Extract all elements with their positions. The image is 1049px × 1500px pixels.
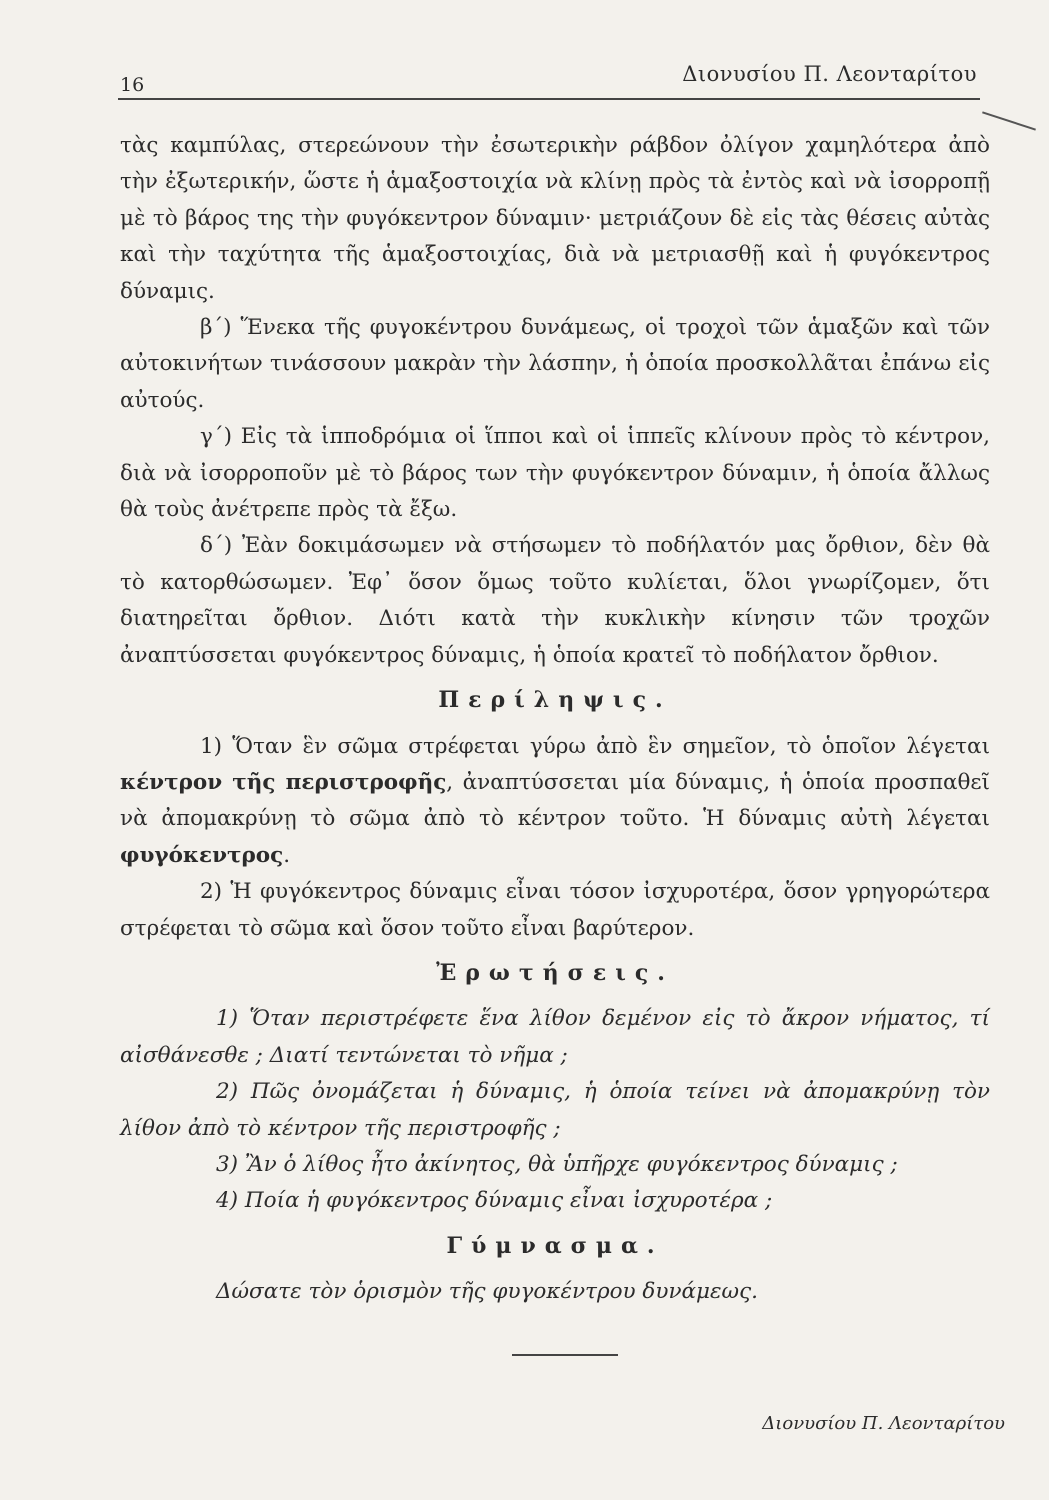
footer-author: Διονυσίου Π. Λεονταρίτου xyxy=(762,1413,1005,1434)
paragraph-gamma: γ΄) Εἰς τὰ ἱπποδρόμια οἱ ἵπποι καὶ οἱ ἱππεῖς κλίνουν πρὸς τὸ κέντρον, διὰ νὰ ἰσορροποῦν μὲ τὸ βάρος των τὴν φυγόκεντρον δύναμιν, ἡ ὁποία ἄλλως θὰ τοὺς ἀνέτρεπε πρὸς τὰ ἔξω. xyxy=(120,424,990,523)
margin-pen-mark xyxy=(982,111,1036,130)
closing-rule xyxy=(512,1354,618,1356)
exercise-task: Δώσατε τὸν ὁρισμὸν τῆς φυγοκέντρου δυνάμεως. xyxy=(216,1279,758,1305)
summary-item-1-start: 1) Ὅταν ἓν σῶμα στρέφεται γύρω ἀπὸ ἓν σημεῖον, τὸ ὁποῖον λέγεται xyxy=(200,733,990,759)
summary-item-1-end: . xyxy=(283,842,291,868)
summary-heading: Περίληψις. xyxy=(438,687,672,714)
running-header-author: Διονυσίου Π. Λεονταρίτου xyxy=(682,62,977,86)
page-body xyxy=(120,128,990,1311)
question-2: 2) Πῶς ὀνομάζεται ἡ δύναμις, ἡ ὁποία τείνει νὰ ἀπομακρύνῃ τὸν λίθον ἀπὸ τὸ κέντρον τῆς περιστροφῆς ; xyxy=(120,1079,990,1141)
term-center-of-rotation: κέντρον τῆς περιστροφῆς xyxy=(120,769,447,795)
question-4: 4) Ποία ἡ φυγόκεντρος δύναμις εἶναι ἰσχυροτέρα ; xyxy=(216,1188,773,1214)
exercise-heading: Γύμνασμα. xyxy=(446,1232,664,1259)
summary-item-2: 2) Ἡ φυγόκεντρος δύναμις εἶναι τόσον ἰσχυροτέρα, ὅσον γρηγορώτερα στρέφεται τὸ σῶμα καὶ ὅσον τοῦτο εἶναι βαρύτερον. xyxy=(120,879,990,941)
question-3: 3) Ἂν ὁ λίθος ἦτο ἀκίνητος, θὰ ὑπῆρχε φυγόκεντρος δύναμις ; xyxy=(216,1151,898,1177)
summary-item-1-mid: , ἀναπτύσσεται μία δύναμις, ἡ ὁποία προσπαθεῖ νὰ ἀπομακρύνῃ τὸ σῶμα ἀπὸ τὸ κέντρον τοῦτο. Ἡ δύναμις αὐτὴ λέγεται xyxy=(120,769,990,832)
term-centrifugal: φυγόκεντρος xyxy=(120,842,284,868)
paragraph-delta: δ΄) Ἐὰν δοκιμάσωμεν νὰ στήσωμεν τὸ ποδήλατόν μας ὄρθιον, δὲν θὰ τὸ κατορθώσωμεν. Ἐφ᾽ ὅσον ὅμως τοῦτο κυλίεται, ὅλοι γνωρίζομεν, ὅτι διατηρεῖται ὄρθιον. Διότι κατὰ τὴν κυκλικὴν κίνησιν τῶν τροχῶν ἀναπτύσσεται φυγόκεντρος δύναμις, ἡ ὁποία κρατεῖ τὸ ποδήλατον ὄρθιον. xyxy=(120,533,990,668)
paragraph-continuation: τὰς καμπύλας, στερεώνουν τὴν ἐσωτερικὴν ράβδον ὀλίγον χαμηλότερα ἀπὸ τὴν ἐξωτερικήν, ὥστε ἡ ἁμαξοστοιχία νὰ κλίνῃ πρὸς τὰ ἐντὸς καὶ νὰ ἰσορροπῇ μὲ τὸ βάρος της τὴν φυγόκεντρον δύναμιν· μετριάζουν δὲ εἰς τὰς θέσεις αὐτὰς καὶ τὴν ταχύτητα τῆς ἁμαξοστοιχίας, διὰ νὰ μετριασθῇ καὶ ἡ φυγόκεντρος δύναμις. xyxy=(120,133,990,304)
paragraph-beta: β΄) Ἕνεκα τῆς φυγοκέντρου δυνάμεως, οἱ τροχοὶ τῶν ἁμαξῶν καὶ τῶν αὐτοκινήτων τινάσσουν μακρὰν τὴν λάσπην, ἡ ὁποία προσκολλᾶται ἐπάνω εἰς αὐτούς. xyxy=(120,315,990,413)
header-rule xyxy=(118,98,980,100)
question-1: 1) Ὅταν περιστρέφετε ἕνα λίθον δεμένον εἰς τὸ ἄκρον νήματος, τί αἰσθάνεσθε ; Διατί τεντώνεται τὸ νῆμα ; xyxy=(120,1006,990,1068)
summary-item-1 xyxy=(120,729,990,875)
questions-heading: Ἐρωτήσεις. xyxy=(436,959,674,986)
page-number: 16 xyxy=(120,74,145,96)
